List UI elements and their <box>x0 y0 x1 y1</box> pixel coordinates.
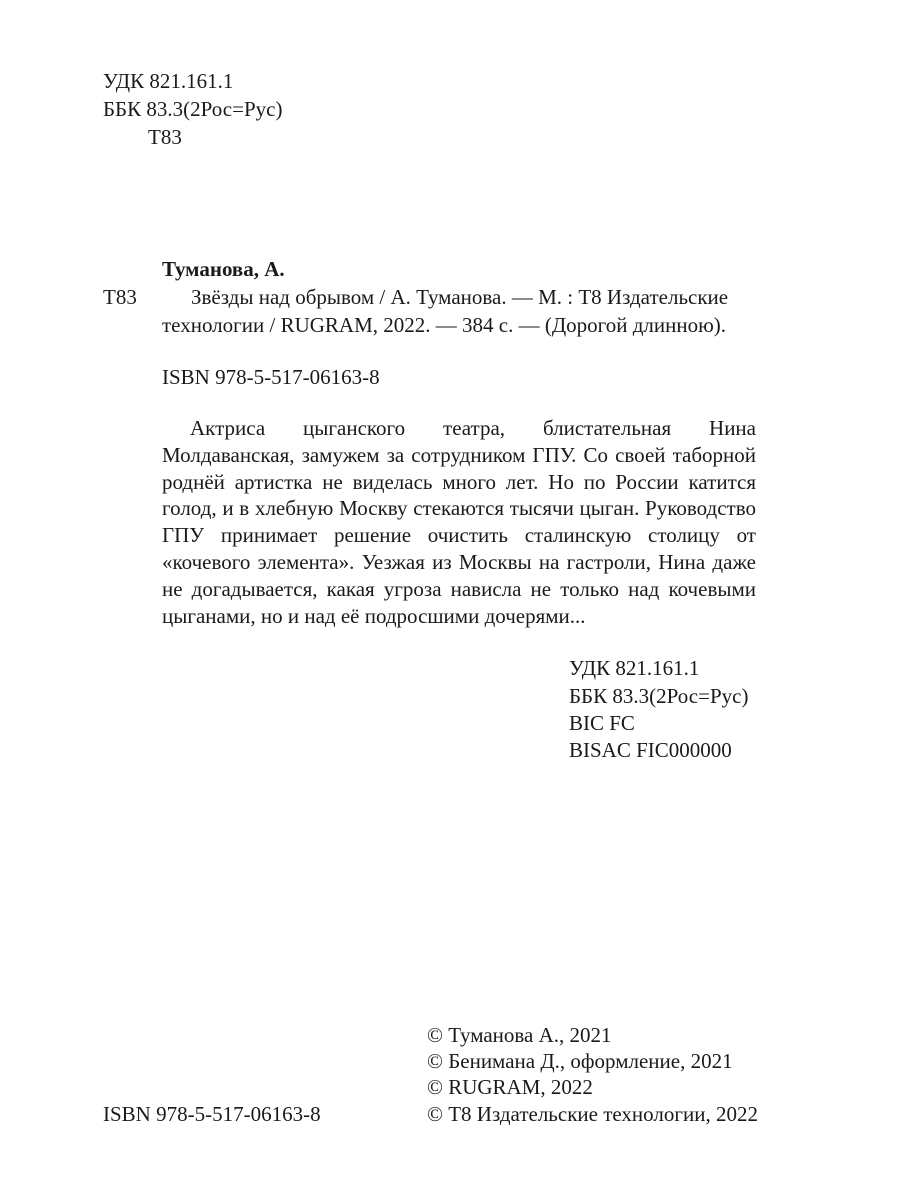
copyright-line: © Бенимана Д., оформление, 2021 <box>427 1049 733 1073</box>
copyright-line: © Т8 Издательские технологии, 2022 <box>427 1102 758 1126</box>
udk-code-top: УДК 821.161.1 <box>103 69 234 93</box>
bbk-code-top: ББК 83.3(2Рос=Рус) <box>103 97 283 121</box>
bbk-code-bottom: ББК 83.3(2Рос=Рус) <box>569 684 749 708</box>
description-line-1: Звёзды над обрывом / А. Туманова. — М. : Т8 Издательские <box>191 285 729 309</box>
isbn-footer: ISBN 978-5-517-06163-8 <box>103 1102 321 1126</box>
udk-code-bottom: УДК 821.161.1 <box>569 656 700 680</box>
author-heading: Туманова, А. <box>162 257 285 281</box>
bic-code: BIC FC <box>569 711 635 735</box>
isbn-record: ISBN 978-5-517-06163-8 <box>162 365 380 389</box>
description-line-2: технологии / RUGRAM, 2022. — 384 с. — (Дорогой длинною). <box>162 313 727 337</box>
copyright-line: © RUGRAM, 2022 <box>427 1075 593 1099</box>
annotation-text: Актриса цыганского театра, блистательная Нина Молдаванская, замужем за сотрудником ГПУ. Со своей таборной роднёй артистка не виделась много лет. Но по России катится голод, и в хлебную Москву стекаются тысячи цыган. Руководство ГПУ принимает решение очистить сталинскую столицу от «кочевого элемента». Уезжая из Москвы на гастроли, Нина даже не догадывается, какая угроза нависла не только над кочевыми цыганами, но и над её подросшими дочерями... <box>162 416 756 628</box>
bisac-code: BISAC FIC000000 <box>569 738 732 762</box>
annotation-block <box>162 415 756 629</box>
author-mark-record: Т83 <box>103 285 137 309</box>
author-mark-top: Т83 <box>148 125 182 149</box>
copyright-line: © Туманова А., 2021 <box>427 1023 612 1047</box>
